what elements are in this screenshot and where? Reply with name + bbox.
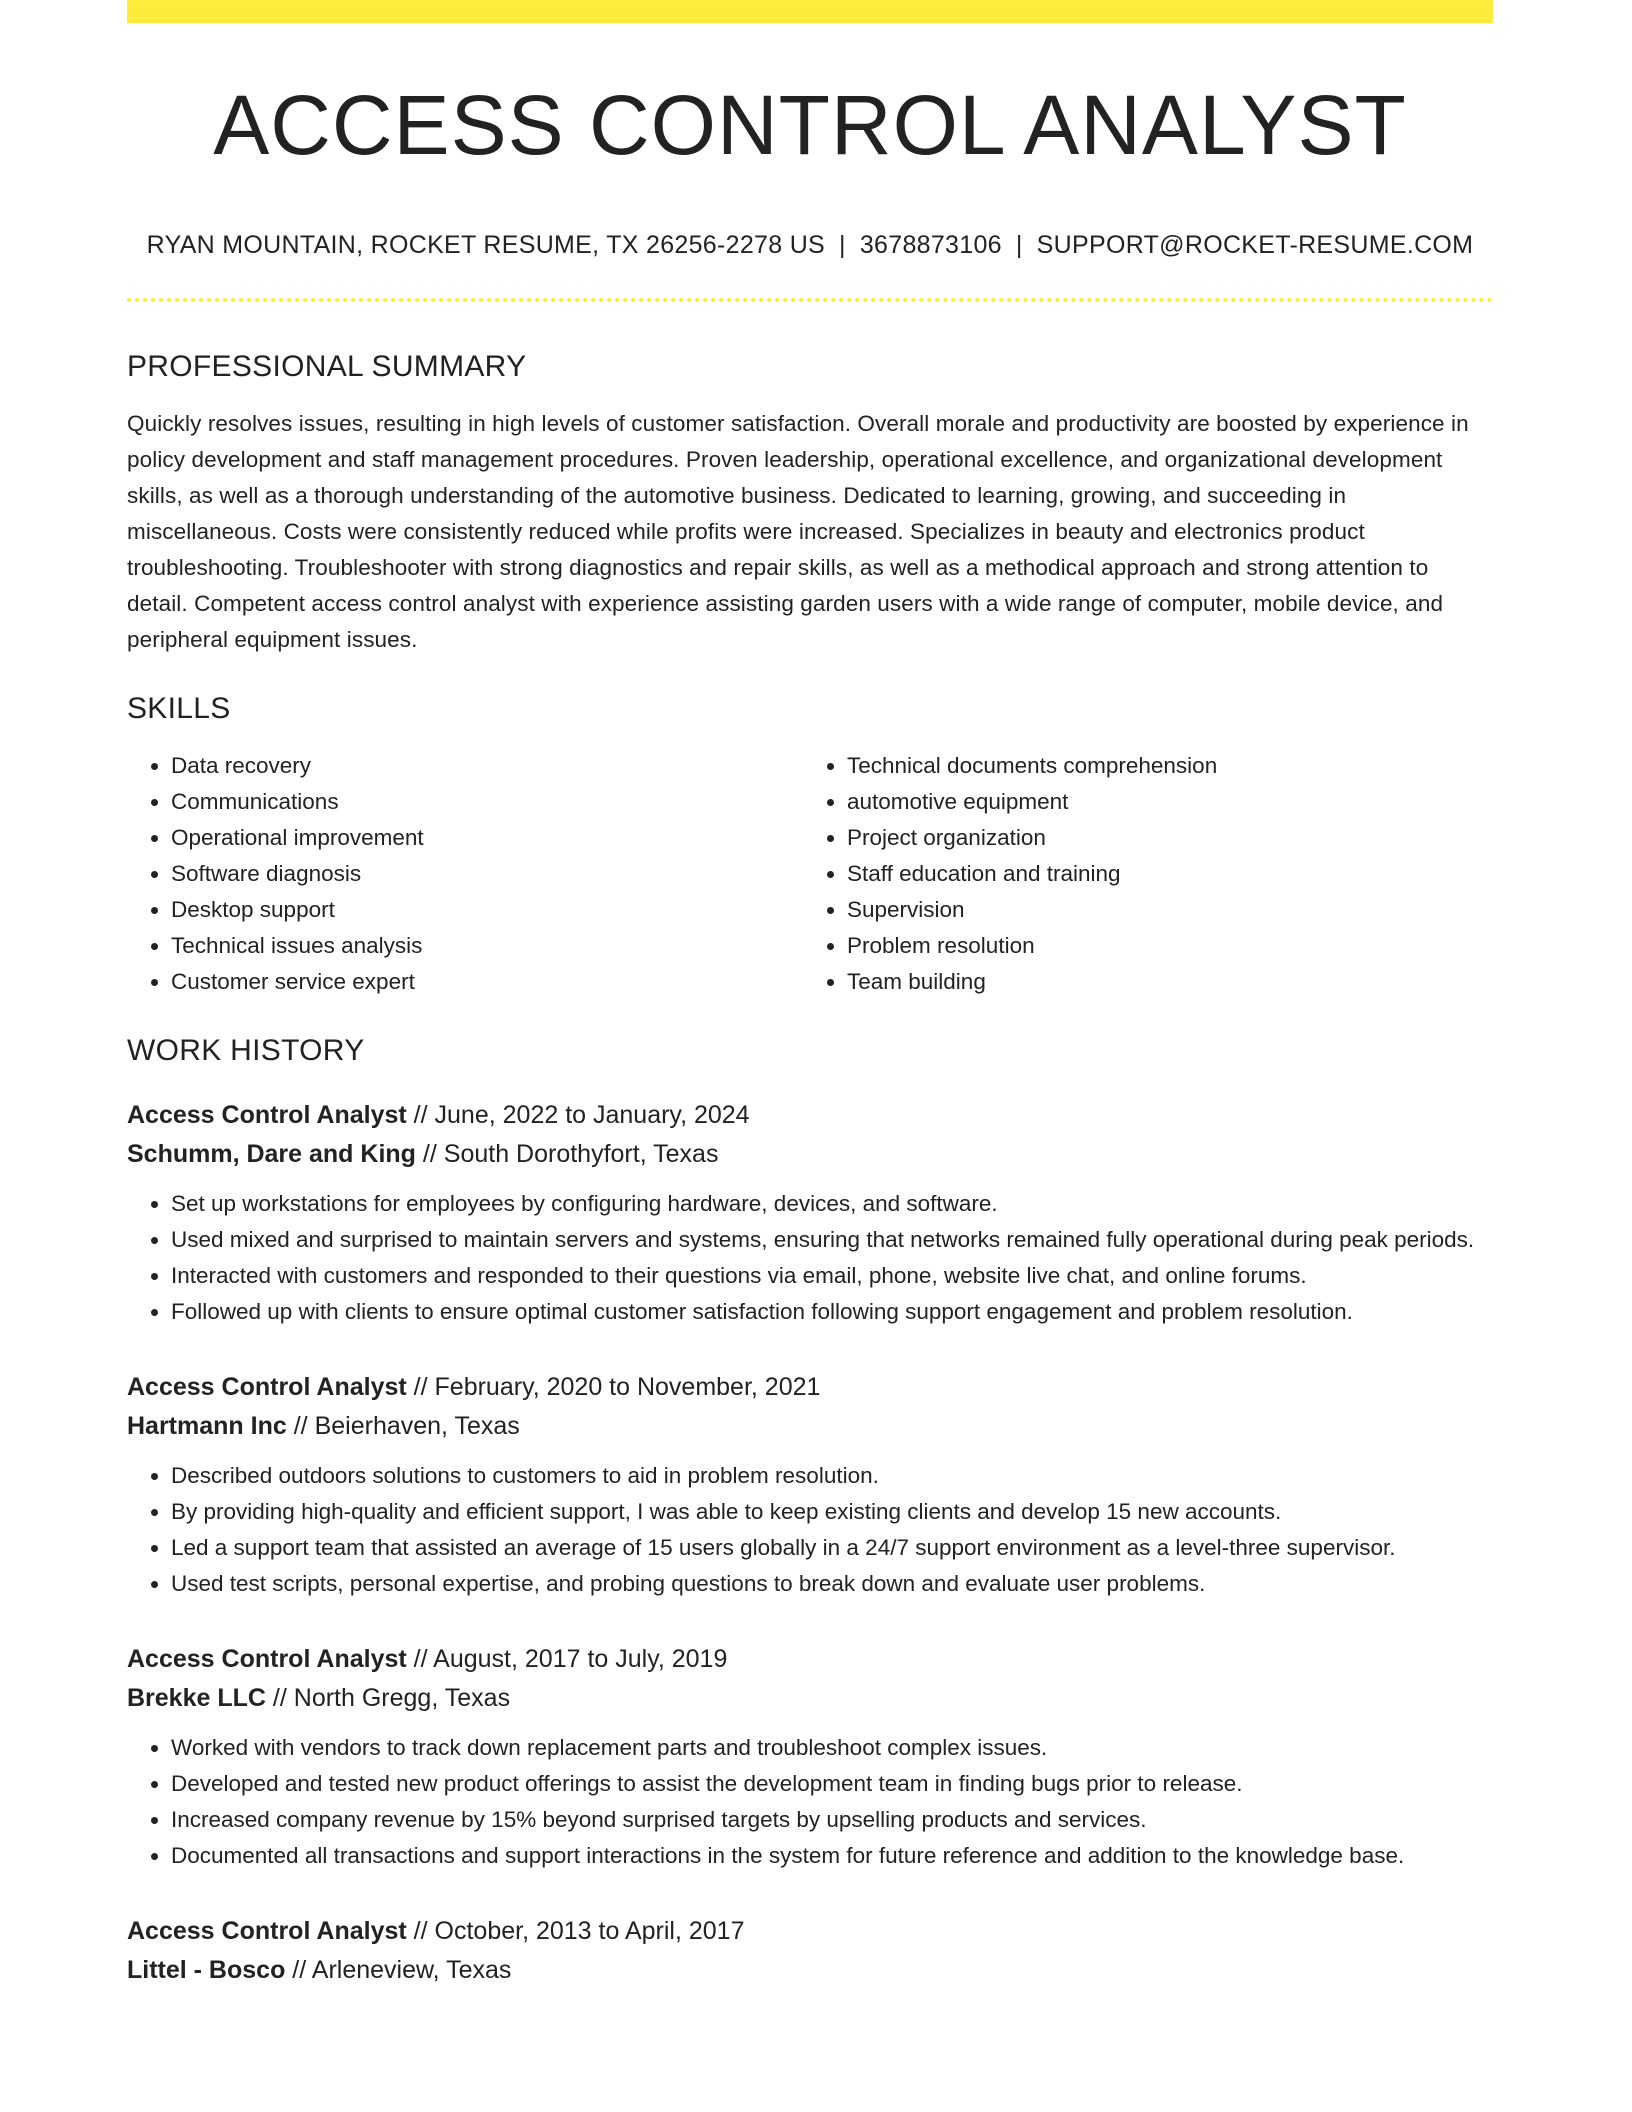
job-role-line [127, 1912, 1493, 1951]
skill-item: • Operational improvement [171, 820, 817, 856]
job-bullet: • Increased company revenue by 15% beyond surprised targets by upselling products and services. [171, 1802, 1493, 1838]
skill-item: • Project organization [847, 820, 1493, 856]
job-role-line [127, 1368, 1493, 1407]
job-bullets [127, 1458, 1493, 1602]
job-bullet: • By providing high-quality and efficient support, I was able to keep existing clients and develop 15 new accounts. [171, 1494, 1493, 1530]
job-bullet: • Described outdoors solutions to customers to aid in problem resolution. [171, 1458, 1493, 1494]
field-separator: // [413, 1373, 428, 1401]
job-bullet: • Documented all transactions and support interactions in the system for future reference and addition to the knowledge base. [171, 1838, 1493, 1874]
job-bullet: • Used test scripts, personal expertise, and probing questions to break down and evaluate user problems. [171, 1566, 1493, 1602]
skill-item: • Technical documents comprehension [847, 748, 1493, 784]
resume-title: ACCESS CONTROL ANALYST [213, 78, 1407, 172]
field-separator: // [413, 1645, 428, 1673]
skill-item: • Data recovery [171, 748, 817, 784]
job-company-line [127, 1951, 1493, 1990]
job-role: Access Control Analyst [127, 1645, 407, 1673]
skills-list-left [127, 748, 817, 1000]
job-entry [127, 1912, 1493, 1990]
job-entry [127, 1096, 1493, 1330]
contact-phone: 3678873106 [859, 231, 1002, 259]
job-role: Access Control Analyst [127, 1373, 407, 1401]
job-bullet: • Worked with vendors to track down replacement parts and troubleshoot complex issues. [171, 1730, 1493, 1766]
job-bullet: • Interacted with customers and responded to their questions via email, phone, website live chat, and online forums. [171, 1258, 1493, 1294]
skill-item: • Software diagnosis [171, 856, 817, 892]
job-dates: October, 2013 to April, 2017 [434, 1917, 745, 1945]
contact-line [127, 233, 1493, 258]
job-entry [127, 1640, 1493, 1874]
field-separator: // [272, 1684, 287, 1712]
job-company-line [127, 1135, 1493, 1174]
skill-item: • Communications [171, 784, 817, 820]
skill-item: • Desktop support [171, 892, 817, 928]
job-bullet: • Led a support team that assisted an average of 15 users globally in a 24/7 support environment as a level-three supervisor. [171, 1530, 1493, 1566]
job-location: North Gregg, Texas [293, 1684, 511, 1712]
job-company: Schumm, Dare and King [127, 1140, 416, 1168]
job-entry [127, 1368, 1493, 1602]
work-history-heading: WORK HISTORY [127, 1034, 365, 1067]
top-accent-bar [127, 0, 1493, 23]
job-dates: August, 2017 to July, 2019 [433, 1645, 728, 1673]
contact-separator: | [1015, 231, 1023, 259]
resume-page [127, 0, 1493, 1990]
skills-columns [127, 748, 1493, 1000]
job-company: Littel - Bosco [127, 1956, 286, 1984]
skill-item: • Customer service expert [171, 964, 817, 1000]
job-location: Beierhaven, Texas [314, 1412, 520, 1440]
summary-heading: PROFESSIONAL SUMMARY [127, 350, 527, 383]
contact-email: SUPPORT@ROCKET-RESUME.COM [1036, 231, 1474, 259]
summary-text: Quickly resolves issues, resulting in high levels of customer satisfaction. Overall morale and productivity are boosted by experience in policy development and staff management procedures. Proven leadership, operational excellence, and organizational development skills, as well as a thorough understanding of the automotive business. Dedicated to learning, growing, and succeeding in miscellaneous. Costs were consistently reduced while profits were increased. Specializes in beauty and electronics product troubleshooting. Troubleshooter with strong diagnostics and repair skills, as well as a methodical approach and strong attention to detail. Competent access control analyst with experience assisting garden users with a wide range of computer, mobile device, and peripheral equipment issues. [127, 411, 1469, 652]
job-dates: June, 2022 to January, 2024 [434, 1101, 750, 1129]
job-bullet: • Used mixed and surprised to maintain servers and systems, ensuring that networks remained fully operational during peak periods. [171, 1222, 1493, 1258]
field-separator: // [422, 1140, 437, 1168]
job-bullets [127, 1186, 1493, 1330]
job-location: South Dorothyfort, Texas [443, 1140, 719, 1168]
skills-heading: SKILLS [127, 692, 231, 725]
job-company-line [127, 1407, 1493, 1446]
field-separator: // [292, 1956, 307, 1984]
skill-item: • automotive equipment [847, 784, 1493, 820]
job-location: Arleneview, Texas [311, 1956, 512, 1984]
skill-item: • Staff education and training [847, 856, 1493, 892]
job-bullet: • Set up workstations for employees by configuring hardware, devices, and software. [171, 1186, 1493, 1222]
job-role-line [127, 1096, 1493, 1135]
job-role-line [127, 1640, 1493, 1679]
field-separator: // [413, 1101, 428, 1129]
dotted-divider [127, 298, 1493, 302]
job-role: Access Control Analyst [127, 1917, 407, 1945]
contact-address: RYAN MOUNTAIN, ROCKET RESUME, TX 26256-2278 US [146, 231, 826, 259]
job-company-line [127, 1679, 1493, 1718]
skill-item: • Technical issues analysis [171, 928, 817, 964]
job-company: Brekke LLC [127, 1684, 266, 1712]
job-company: Hartmann Inc [127, 1412, 287, 1440]
field-separator: // [293, 1412, 308, 1440]
skill-item: • Problem resolution [847, 928, 1493, 964]
job-role: Access Control Analyst [127, 1101, 407, 1129]
field-separator: // [413, 1917, 428, 1945]
skills-list-right [817, 748, 1493, 1000]
job-bullet: • Followed up with clients to ensure optimal customer satisfaction following support engagement and problem resolution. [171, 1294, 1493, 1330]
skill-item: • Supervision [847, 892, 1493, 928]
contact-separator: | [839, 231, 846, 259]
skill-item: • Team building [847, 964, 1493, 1000]
job-bullet: • Developed and tested new product offerings to assist the development team in finding bugs prior to release. [171, 1766, 1493, 1802]
job-dates: February, 2020 to November, 2021 [434, 1373, 821, 1401]
job-bullets [127, 1730, 1493, 1874]
